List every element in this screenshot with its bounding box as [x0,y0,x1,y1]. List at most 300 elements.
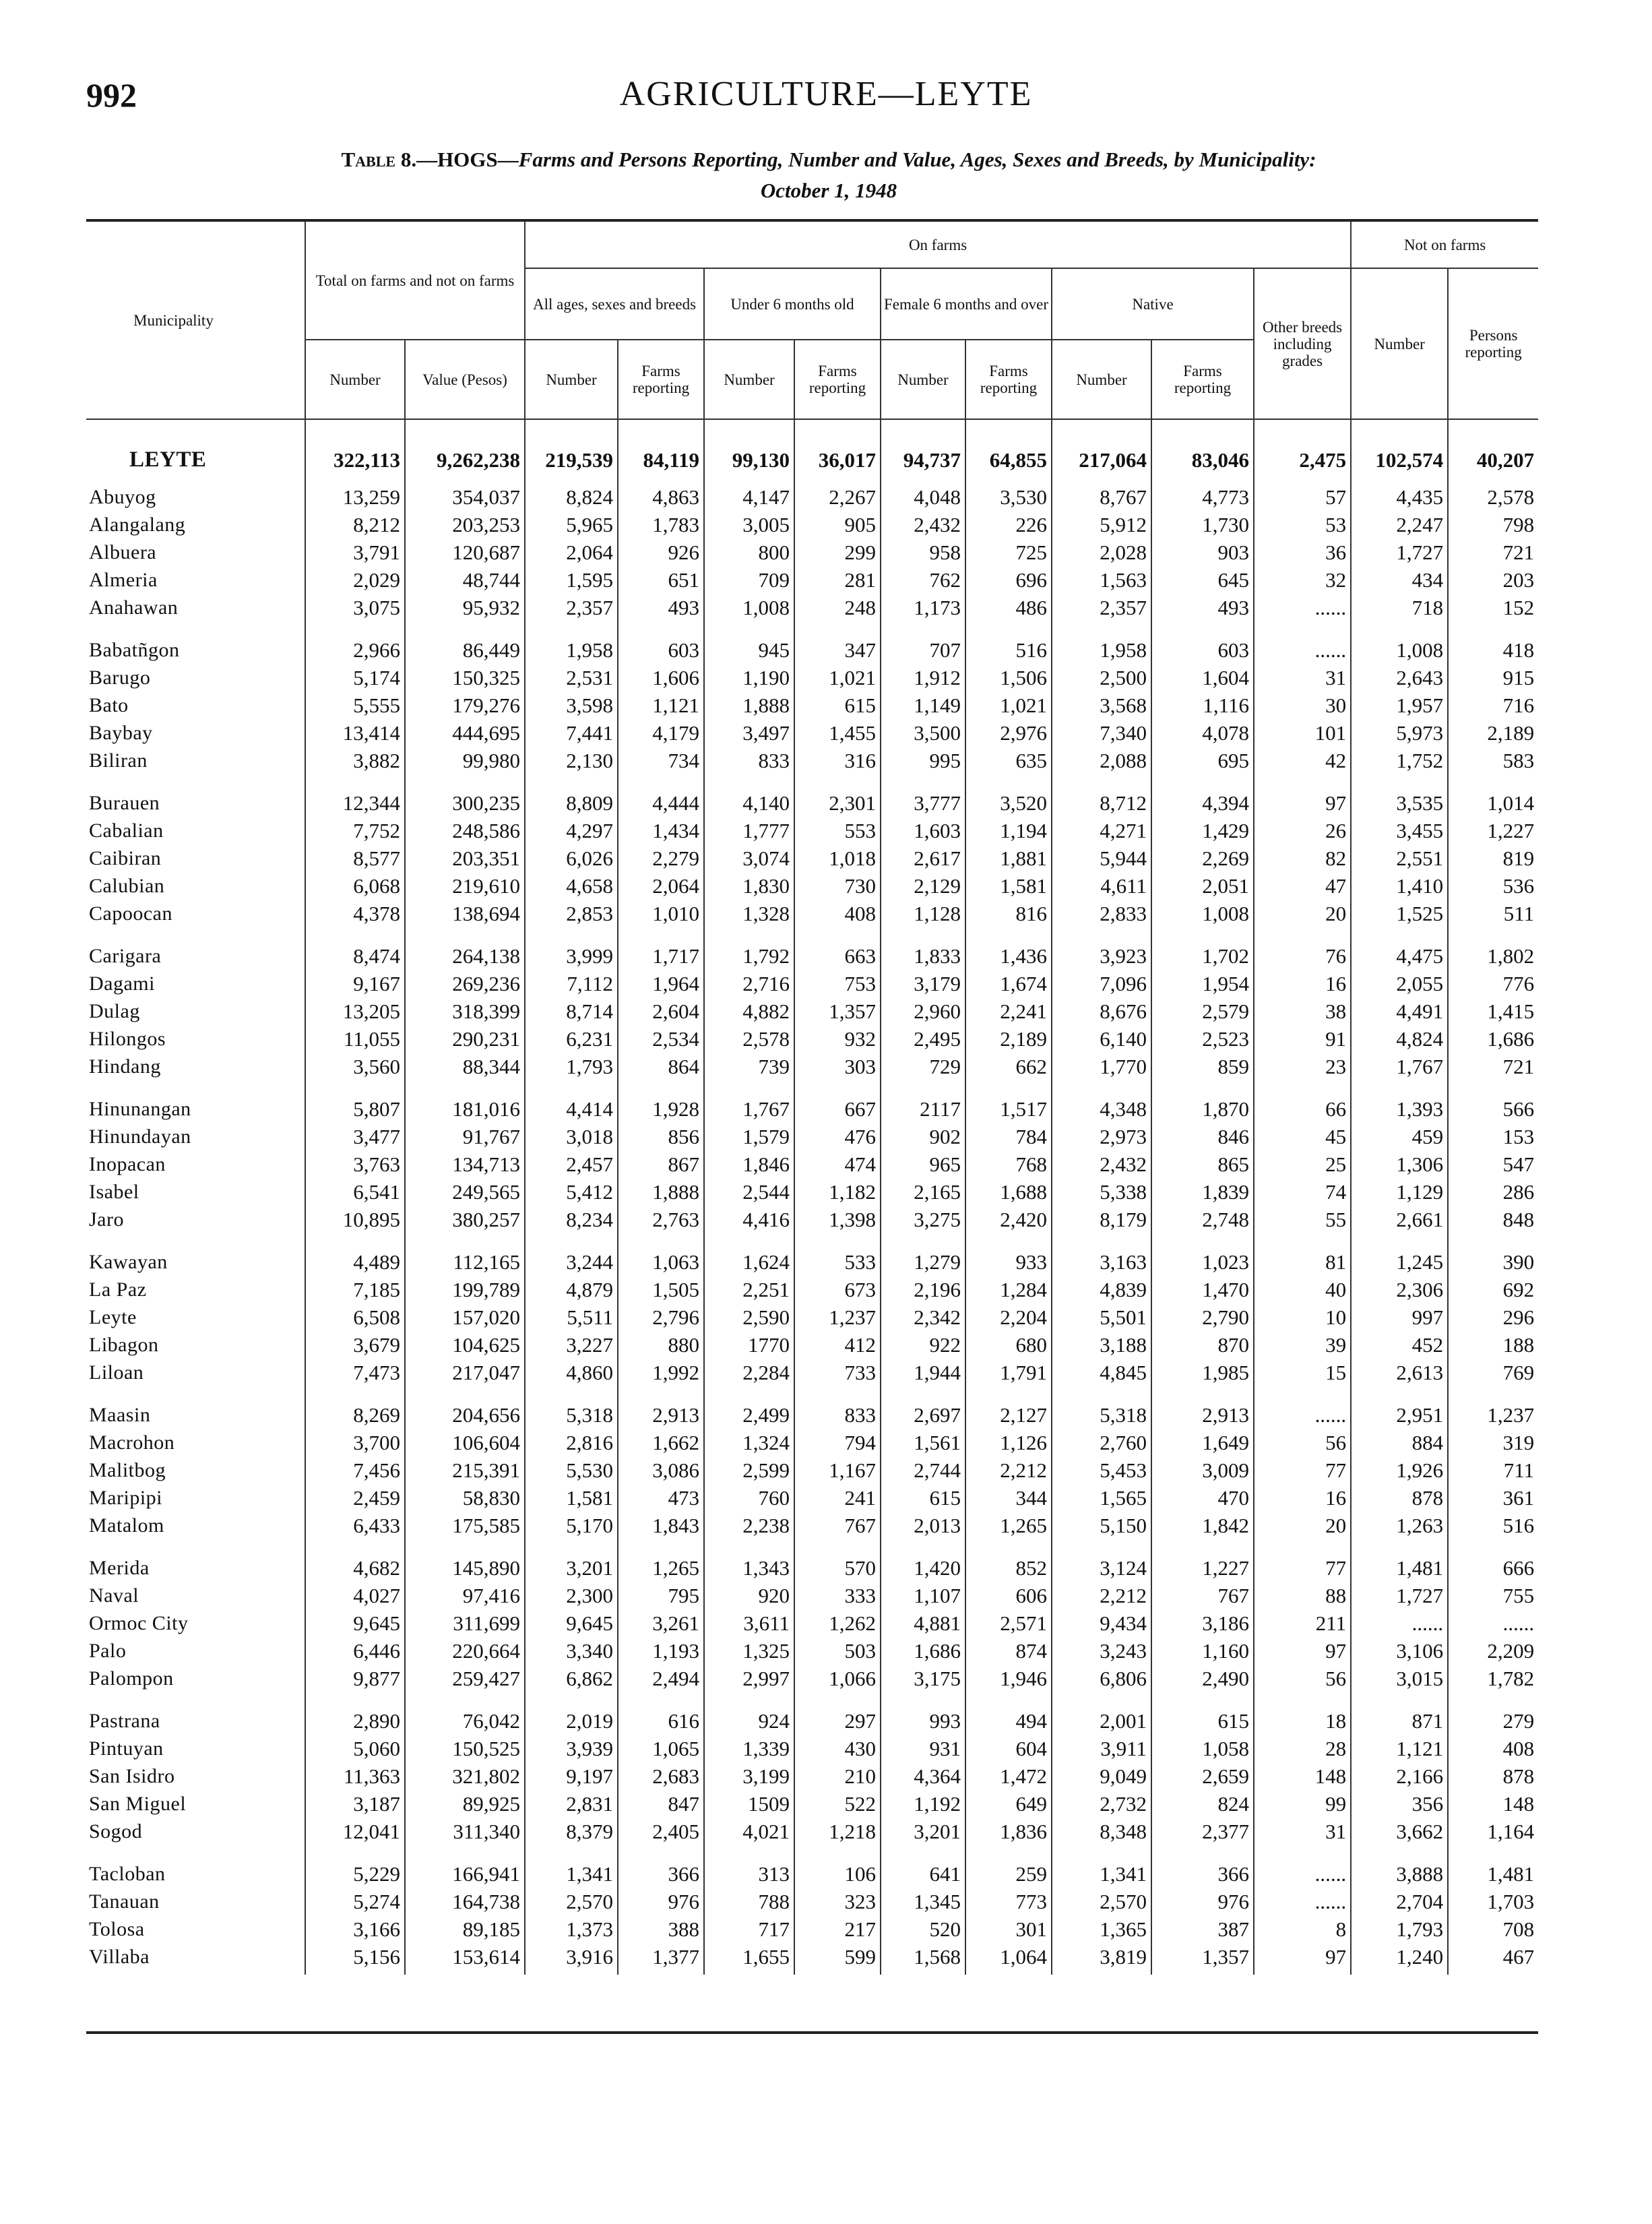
value-cell: 4,179 [618,719,704,747]
value-cell: 5,973 [1351,719,1448,747]
value-cell: 418 [1448,636,1538,664]
value-cell: 2,643 [1351,664,1448,691]
value-cell: 2,247 [1351,511,1448,538]
value-cell: 884 [1351,1429,1448,1456]
value-cell: 4,048 [881,483,965,511]
value-cell: 711 [1448,1456,1538,1484]
value-cell: 1,121 [1351,1735,1448,1762]
spacer-cell [305,774,405,789]
table-row [86,636,1538,664]
spacer-cell [704,1386,794,1401]
spacer-cell [405,1845,525,1860]
value-cell: 493 [618,594,704,621]
value-cell: 203,351 [405,844,525,872]
value-cell: 859 [1151,1053,1254,1080]
value-cell: 3,275 [881,1206,965,1233]
value-cell: 47 [1254,872,1351,900]
municipality-name: Hindang [89,1055,161,1078]
value-cell: 1,517 [965,1095,1052,1123]
value-cell: 3,075 [305,594,405,621]
value-cell: 408 [794,900,881,927]
value-cell: 3,455 [1351,817,1448,844]
value-cell: 2,578 [1448,483,1538,511]
value-cell: 1,126 [965,1429,1052,1456]
value-cell: 2,209 [1448,1637,1538,1665]
value-cell: 865 [1151,1150,1254,1178]
value-cell: 4,414 [525,1095,618,1123]
native-header: Native [1052,268,1254,340]
spacer-cell [1151,1233,1254,1248]
value-cell: 1,792 [704,942,794,970]
value-cell: 1,324 [704,1429,794,1456]
value-cell: 31 [1254,1818,1351,1845]
municipality-name: Alangalang [89,514,186,536]
value-cell: 3,916 [525,1943,618,1975]
value-cell: 4,027 [305,1582,405,1609]
value-cell: 9,877 [305,1665,405,1692]
value-cell: 8,767 [1052,483,1151,511]
value-cell: 945 [704,636,794,664]
value-cell: 7,456 [305,1456,405,1484]
value-cell: 1,008 [704,594,794,621]
value-cell: 9,049 [1052,1762,1151,1790]
value-cell: 2,013 [881,1512,965,1539]
value-cell: 2,716 [704,970,794,997]
spacer-cell [618,1080,704,1095]
value-cell: 7,441 [525,719,618,747]
value-cell: 2,590 [704,1303,794,1331]
value-cell: ...... [1448,1609,1538,1637]
value-cell: 2,001 [1052,1707,1151,1735]
value-cell: 1,341 [1052,1860,1151,1888]
value-cell: 2,495 [881,1025,965,1053]
value-cell: 2,019 [525,1707,618,1735]
municipality-name: Isabel [89,1181,139,1203]
value-cell: 2,029 [305,566,405,594]
value-cell: 2,475 [1254,436,1351,483]
value-cell: 6,068 [305,872,405,900]
value-cell: 2,570 [525,1888,618,1915]
value-cell: 976 [1151,1888,1254,1915]
value-cell: 2,748 [1151,1206,1254,1233]
value-cell: 4,078 [1151,719,1254,747]
value-cell: 3,261 [618,1609,704,1637]
value-cell: 2,189 [965,1025,1052,1053]
value-cell: 1,065 [618,1735,704,1762]
value-cell: 1,190 [704,664,794,691]
value-cell: 1,107 [881,1582,965,1609]
municipality-name: Albuera [89,541,157,563]
value-cell: 102,574 [1351,436,1448,483]
value-cell: 2,357 [525,594,618,621]
spacer-cell [704,1080,794,1095]
value-cell: 1,888 [704,691,794,719]
value-cell: 9,197 [525,1762,618,1790]
value-cell: 2,913 [618,1401,704,1429]
value-cell: 615 [794,691,881,719]
spacer-cell [405,621,525,636]
value-cell: 1,058 [1151,1735,1254,1762]
value-cell: 3,520 [965,789,1052,817]
spacer-cell [965,1539,1052,1554]
value-cell: 1,830 [704,872,794,900]
value-cell: 692 [1448,1276,1538,1303]
value-cell: 2,130 [525,747,618,774]
value-cell: 8,212 [305,511,405,538]
value-cell: 120,687 [405,538,525,566]
municipality-name: Bato [89,694,129,716]
value-cell: 2,432 [1052,1150,1151,1178]
value-cell: 1,218 [794,1818,881,1845]
value-cell: 5,912 [1052,511,1151,538]
value-cell: 2,831 [525,1790,618,1818]
value-cell: 2,196 [881,1276,965,1303]
value-cell: 695 [1151,747,1254,774]
spacer-cell [405,1692,525,1707]
value-cell: 2,284 [704,1359,794,1386]
value-cell: 1,014 [1448,789,1538,817]
value-cell: 2,420 [965,1206,1052,1233]
value-cell: 1,833 [881,942,965,970]
value-cell: 1,021 [794,664,881,691]
value-cell: 249,565 [405,1178,525,1206]
value-cell: ...... [1254,636,1351,664]
value-cell: 6,231 [525,1025,618,1053]
value-cell: 1,881 [965,844,1052,872]
value-cell: 97 [1254,1637,1351,1665]
value-cell: 1,525 [1351,900,1448,927]
value-cell: 1,265 [618,1554,704,1582]
spacer-cell [86,927,305,942]
spacer-cell [1254,1386,1351,1401]
value-cell: 846 [1151,1123,1254,1150]
value-cell: 1,481 [1448,1860,1538,1888]
value-cell: 1,727 [1351,538,1448,566]
municipality-name: Maripipi [89,1487,162,1509]
spacer-cell [1448,1539,1538,1554]
value-cell: 920 [704,1582,794,1609]
spacer-row [86,621,1538,636]
value-cell: 997 [1351,1303,1448,1331]
spacer-cell [1052,1080,1151,1095]
spacer-cell [525,1386,618,1401]
value-cell: 3,679 [305,1331,405,1359]
female-6-number-header: Number [881,340,965,419]
table-row [86,942,1538,970]
spacer-cell [704,774,794,789]
value-cell: 1,791 [965,1359,1052,1386]
total-number-header: Number [305,340,405,419]
value-cell: 3,763 [305,1150,405,1178]
spacer-cell [881,1080,965,1095]
spacer-cell [525,1080,618,1095]
value-cell: 3,568 [1052,691,1151,719]
spacer-cell [525,1539,618,1554]
value-cell: 933 [965,1248,1052,1276]
value-cell: 2,683 [618,1762,704,1790]
value-cell: 366 [1151,1860,1254,1888]
spacer-cell [1351,1539,1448,1554]
female-6-farms-header: Farms reporting [965,340,1052,419]
value-cell: 762 [881,566,965,594]
value-cell: 3,999 [525,942,618,970]
value-cell: 2,551 [1351,844,1448,872]
value-cell: 1,129 [1351,1178,1448,1206]
value-cell: 3,106 [1351,1637,1448,1665]
value-cell: 56 [1254,1429,1351,1456]
value-cell: 2,796 [618,1303,704,1331]
value-cell: 1,121 [618,691,704,719]
municipality-name: Sogod [89,1820,143,1843]
spacer-row [86,1692,1538,1707]
spacer-row [86,1845,1538,1860]
table-row [86,1123,1538,1150]
value-cell: 709 [704,566,794,594]
all-ages-header: All ages, sexes and breeds [525,268,704,340]
value-cell: 2,833 [1052,900,1151,927]
value-cell: 412 [794,1331,881,1359]
table-row [86,1429,1538,1456]
value-cell: 264,138 [405,942,525,970]
table-row [86,1248,1538,1276]
value-cell: 76,042 [405,1707,525,1735]
value-cell: 1,946 [965,1665,1052,1692]
value-cell: 2,853 [525,900,618,927]
value-cell: 553 [794,817,881,844]
value-cell: 470 [1151,1484,1254,1512]
spacer-cell [794,1539,881,1554]
value-cell: 179,276 [405,691,525,719]
value-cell: 217 [794,1915,881,1943]
value-cell: 9,262,238 [405,436,525,483]
municipality-name: Naval [89,1584,139,1607]
value-cell: 4,682 [305,1554,405,1582]
spacer-cell [704,419,794,436]
table-row [86,1790,1538,1818]
value-cell: 106 [794,1860,881,1888]
value-cell: 4,489 [305,1248,405,1276]
value-cell: 833 [704,747,794,774]
value-cell: 4,475 [1351,942,1448,970]
value-cell: 1,481 [1351,1554,1448,1582]
value-cell: 852 [965,1554,1052,1582]
table-row [86,1609,1538,1637]
spacer-cell [965,774,1052,789]
value-cell: 77 [1254,1456,1351,1484]
value-cell: 4,863 [618,483,704,511]
value-cell: 2,790 [1151,1303,1254,1331]
value-cell: 755 [1448,1582,1538,1609]
value-cell: 5,150 [1052,1512,1151,1539]
value-cell: 8,179 [1052,1206,1151,1233]
value-cell: 9,434 [1052,1609,1151,1637]
value-cell: 1,345 [881,1888,965,1915]
value-cell: 824 [1151,1790,1254,1818]
value-cell: 1,655 [704,1943,794,1975]
municipality-name: Burauen [89,792,160,814]
value-cell: 708 [1448,1915,1538,1943]
value-cell: 880 [618,1331,704,1359]
spacer-cell [794,927,881,942]
table-row [86,719,1538,747]
value-cell: 5,807 [305,1095,405,1123]
value-cell: 1,284 [965,1276,1052,1303]
all-ages-number-header: Number [525,340,618,419]
value-cell: 878 [1448,1762,1538,1790]
table-row [86,1860,1538,1888]
value-cell: 148 [1254,1762,1351,1790]
value-cell: 297 [794,1707,881,1735]
value-cell: 2,189 [1448,719,1538,747]
value-cell: 99 [1254,1790,1351,1818]
value-cell: 259,427 [405,1665,525,1692]
spacer-cell [704,1233,794,1248]
value-cell: 40,207 [1448,436,1538,483]
value-cell: 7,340 [1052,719,1151,747]
table-row [86,1582,1538,1609]
value-cell: 1,793 [525,1053,618,1080]
value-cell: 725 [965,538,1052,566]
value-cell: 2,661 [1351,1206,1448,1233]
value-cell: 2,127 [965,1401,1052,1429]
value-cell: 104,625 [405,1331,525,1359]
value-cell: 1,339 [704,1735,794,1762]
spacer-cell [86,1845,305,1860]
value-cell: 1,957 [1351,691,1448,719]
table-row [86,664,1538,691]
value-cell: 1,192 [881,1790,965,1818]
municipality-name: LEYTE [129,447,207,472]
spacer-cell [1254,1539,1351,1554]
other-breeds-header: Other breeds including grades [1254,268,1351,419]
spacer-cell [1448,1845,1538,1860]
value-cell: 1,377 [618,1943,704,1975]
municipality-name: San Isidro [89,1765,175,1787]
spacer-cell [305,621,405,636]
value-cell: 784 [965,1123,1052,1150]
value-cell: 248,586 [405,817,525,844]
table-row [86,970,1538,997]
table-row [86,594,1538,621]
value-cell: 5,170 [525,1512,618,1539]
value-cell: 215,391 [405,1456,525,1484]
value-cell: 5,412 [525,1178,618,1206]
value-cell: 1,245 [1351,1248,1448,1276]
value-cell: 2,997 [704,1665,794,1692]
hogs-table [86,219,1538,1975]
value-cell: 1,752 [1351,747,1448,774]
value-cell: 570 [794,1554,881,1582]
value-cell: 77 [1254,1554,1351,1582]
value-cell: 3,882 [305,747,405,774]
value-cell: 2,913 [1151,1401,1254,1429]
value-cell: 38 [1254,997,1351,1025]
spacer-cell [1448,621,1538,636]
value-cell: 1,767 [704,1095,794,1123]
value-cell: 299 [794,538,881,566]
value-cell: 721 [1448,538,1538,566]
native-farms-header: Farms reporting [1151,340,1254,419]
value-cell: 269,236 [405,970,525,997]
spacer-cell [86,1233,305,1248]
municipality-name: Palo [89,1640,127,1662]
persons-reporting-header: Persons reporting [1448,268,1538,419]
spacer-cell [965,621,1052,636]
value-cell: 3,124 [1052,1554,1151,1582]
value-cell: 1,167 [794,1456,881,1484]
municipality-name: Hilongos [89,1028,166,1050]
value-cell: 10,895 [305,1206,405,1233]
value-cell: 1,149 [881,691,965,719]
spacer-cell [86,621,305,636]
value-cell: 290,231 [405,1025,525,1053]
spacer-cell [405,1386,525,1401]
table-bottom-rule [86,2031,1538,2034]
municipality-name: Cabalian [89,820,164,842]
table-row [86,844,1538,872]
value-cell: 390 [1448,1248,1538,1276]
value-cell: 2,051 [1151,872,1254,900]
value-cell: 153 [1448,1123,1538,1150]
value-cell: 1,688 [965,1178,1052,1206]
not-on-farms-header: Not on farms [1351,220,1538,268]
municipality-name: Tolosa [89,1918,145,1940]
spacer-cell [704,1692,794,1707]
value-cell: 566 [1448,1095,1538,1123]
value-cell: 1,783 [618,511,704,538]
value-cell: 12,344 [305,789,405,817]
value-cell: 8 [1254,1915,1351,1943]
value-cell: 1,958 [1052,636,1151,664]
value-cell: 1,436 [965,942,1052,970]
value-cell: 347 [794,636,881,664]
value-cell: 45 [1254,1123,1351,1150]
value-cell: 666 [1448,1554,1538,1582]
on-farms-header: On farms [525,220,1351,268]
value-cell: 1,455 [794,719,881,747]
spacer-cell [1448,419,1538,436]
table-row [86,789,1538,817]
value-cell: 2,088 [1052,747,1151,774]
value-cell: 871 [1351,1707,1448,1735]
spacer-cell [794,1386,881,1401]
value-cell: 8,714 [525,997,618,1025]
spacer-cell [618,621,704,636]
spacer-cell [965,419,1052,436]
value-cell: 5,156 [305,1943,405,1975]
value-cell: 1,836 [965,1818,1052,1845]
value-cell: 4,839 [1052,1276,1151,1303]
value-cell: 13,259 [305,483,405,511]
value-cell: 1,674 [965,970,1052,997]
value-cell: 2,599 [704,1456,794,1484]
value-cell: 4,348 [1052,1095,1151,1123]
spacer-cell [965,1845,1052,1860]
value-cell: 1,470 [1151,1276,1254,1303]
value-cell: 3,530 [965,483,1052,511]
table-row [86,1303,1538,1331]
spacer-cell [881,419,965,436]
value-cell: 1,565 [1052,1484,1151,1512]
value-cell: 486 [965,594,1052,621]
spacer-cell [881,1692,965,1707]
value-cell: 1,777 [704,817,794,844]
value-cell: 3,598 [525,691,618,719]
value-cell: 1,870 [1151,1095,1254,1123]
value-cell: 99,130 [704,436,794,483]
spacer-cell [618,927,704,942]
table-row [86,1818,1538,1845]
